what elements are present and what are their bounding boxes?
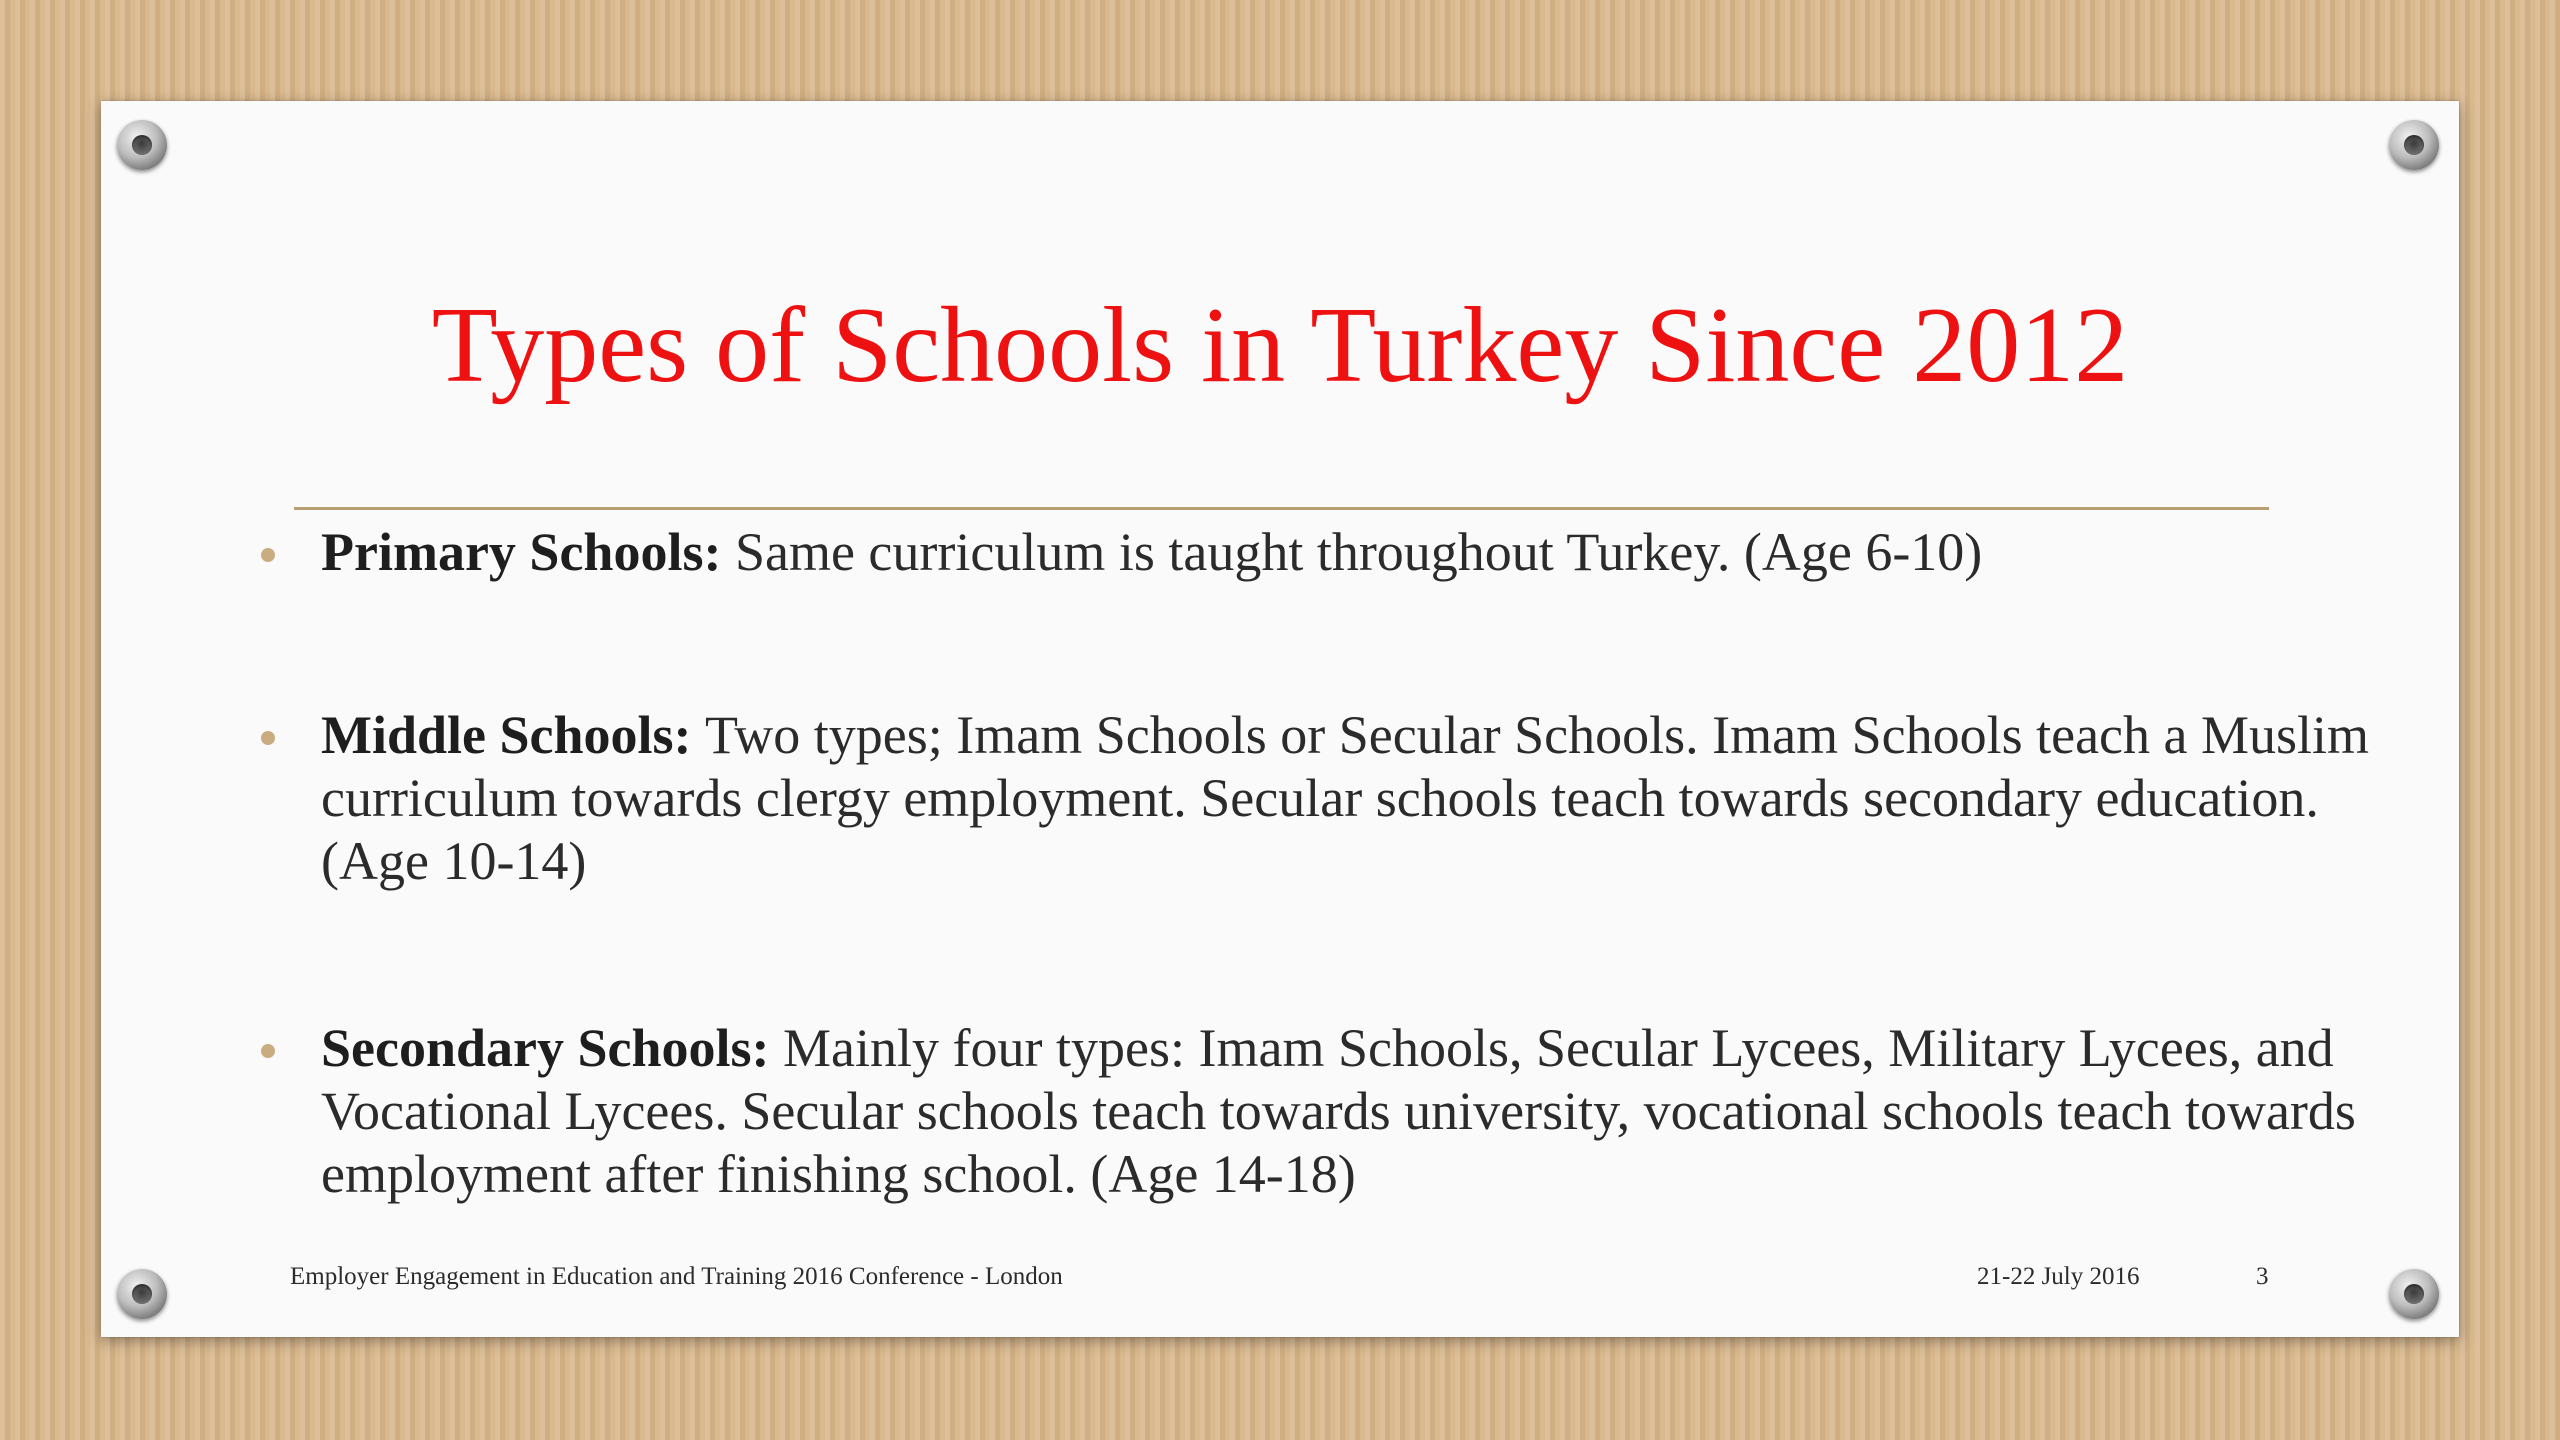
bullet-item-primary: [221, 521, 2431, 584]
bullet-dot-icon: [261, 1044, 275, 1058]
bullet-dot-icon: [261, 731, 275, 745]
grommet-icon-top-left: [117, 120, 167, 170]
bullet-item-middle: [221, 704, 2431, 893]
bullet-term: Primary Schools:: [321, 522, 735, 582]
slide: [101, 101, 2459, 1337]
slide-title: Types of Schools in Turkey Since 2012: [431, 286, 2129, 405]
bullet-term: Secondary Schools:: [321, 1018, 784, 1078]
bullet-list: [221, 521, 2431, 1206]
grommet-icon-bottom-right: [2389, 1269, 2439, 1319]
bullet-item-secondary: [221, 1017, 2431, 1206]
grommet-icon-bottom-left: [117, 1269, 167, 1319]
bullet-text: Mainly four types: Imam Schools, Secular Lycees, Military Lycees, and Vocational Lycees. Secular schools teach towards university, vocational schools teach towards employment after finishing school. (Age 14-18): [321, 1018, 2356, 1204]
title-divider: [294, 507, 2269, 510]
footer-event: Employer Engagement in Education and Training 2016 Conference - London: [290, 1263, 1063, 1290]
bullet-text: Two types; Imam Schools or Secular Schools. Imam Schools teach a Muslim curriculum towards clergy employment. Secular schools teach towards secondary education. (Age 10-14): [321, 705, 2370, 891]
bullet-term: Middle Schools:: [321, 705, 706, 765]
footer-date: 21-22 July 2016: [1977, 1263, 2140, 1290]
bullet-dot-icon: [261, 548, 275, 562]
grommet-icon-top-right: [2389, 120, 2439, 170]
footer-page-number: 3: [2256, 1263, 2269, 1290]
bullet-text: Same curriculum is taught throughout Turkey. (Age 6-10): [734, 522, 1983, 582]
